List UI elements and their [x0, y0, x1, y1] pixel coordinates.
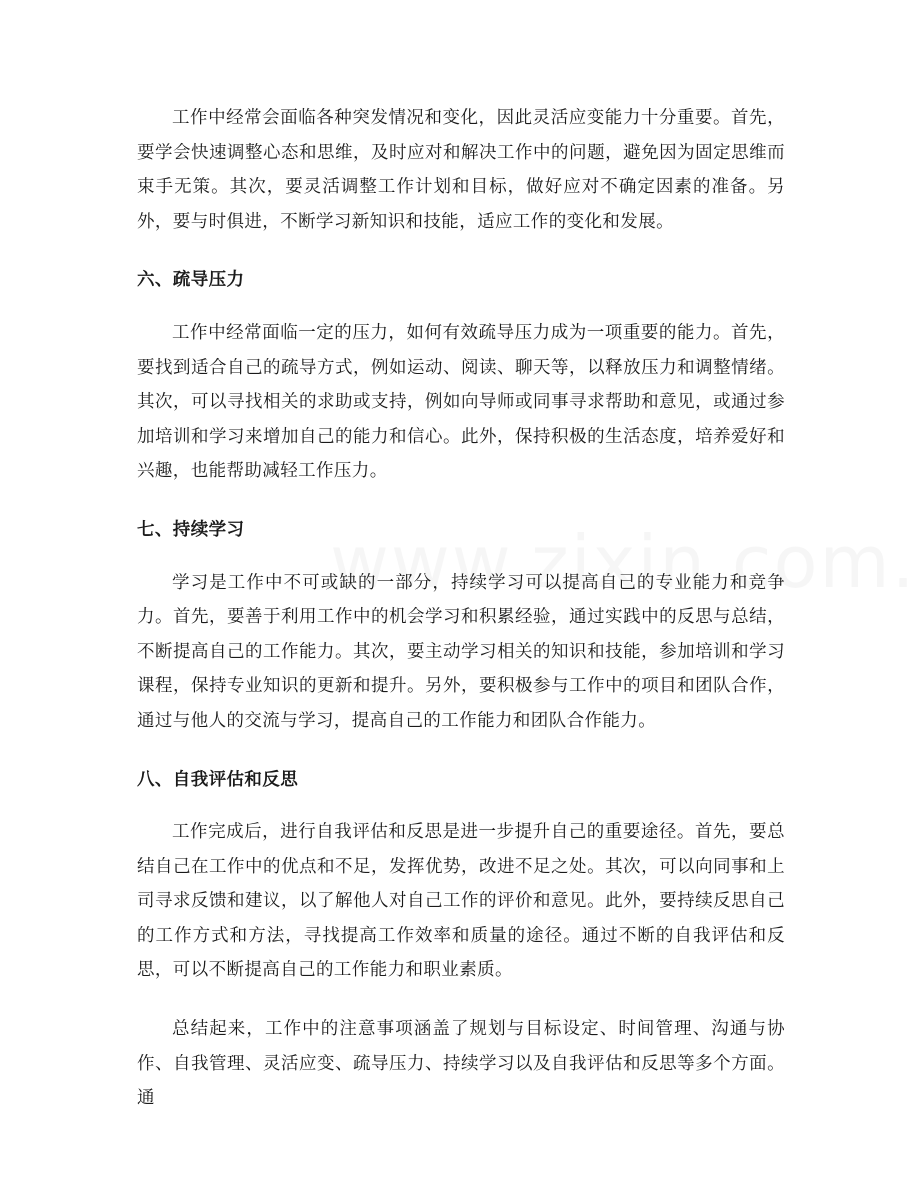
paragraph-stress-relief: 工作中经常面临一定的压力，如何有效疏导压力成为一项重要的能力。首先，要找到适合自己的疏导方式，例如运动、阅读、聊天等，以释放压力和调整情绪。其次，可以寻找相关的求助或支持，例如向导师或同事寻求帮助和意见，或通过参加培训和学习来增加自己的能力和信心。此外，保持积极的生活态度，培养爱好和兴趣，也能帮助减轻工作压力。	[137, 322, 785, 482]
paragraph-continuous-learning: 学习是工作中不可或缺的一部分，持续学习可以提高自己的专业能力和竞争力。首先，要善于利用工作中的机会学习和积累经验，通过实践中的反思与总结，不断提高自己的工作能力。其次，要主动学习相关的知识和技能，参加培训和学习课程，保持专业知识的更新和提升。另外，要积极参与工作中的项目和团队合作，通过与他人的交流与学习，提高自己的工作能力和团队合作能力。	[137, 572, 785, 731]
heading-self-assessment: 八、自我评估和反思	[137, 769, 299, 790]
document-body	[137, 101, 785, 1116]
paragraph-conclusion: 总结起来，工作中的注意事项涵盖了规划与目标设定、时间管理、沟通与协作、自我管理、灵活应变、疏导压力、持续学习以及自我评估和反思等多个方面。通	[137, 1019, 785, 1109]
paragraph-flexibility: 工作中经常会面临各种突发情况和变化，因此灵活应变能力十分重要。首先，要学会快速调整心态和思维，及时应对和解决工作中的问题，避免因为固定思维而束手无策。其次，要灵活调整工作计划和目标，做好应对不确定因素的准备。另外，要与时俱进，不断学习新知识和技能，适应工作的变化和发展。	[137, 108, 785, 232]
paragraph-self-assessment: 工作完成后，进行自我评估和反思是进一步提升自己的重要途径。首先，要总结自己在工作中的优点和不足，发挥优势，改进不足之处。其次，可以向同事和上司寻求反馈和建议，以了解他人对自己工作的评价和意见。此外，要持续反思自己的工作方式和方法，寻找提高工作效率和质量的途径。通过不断的自我评估和反思，可以不断提高自己的工作能力和职业素质。	[137, 822, 785, 981]
heading-stress-relief: 六、疏导压力	[137, 270, 245, 291]
heading-continuous-learning: 七、持续学习	[137, 519, 245, 540]
